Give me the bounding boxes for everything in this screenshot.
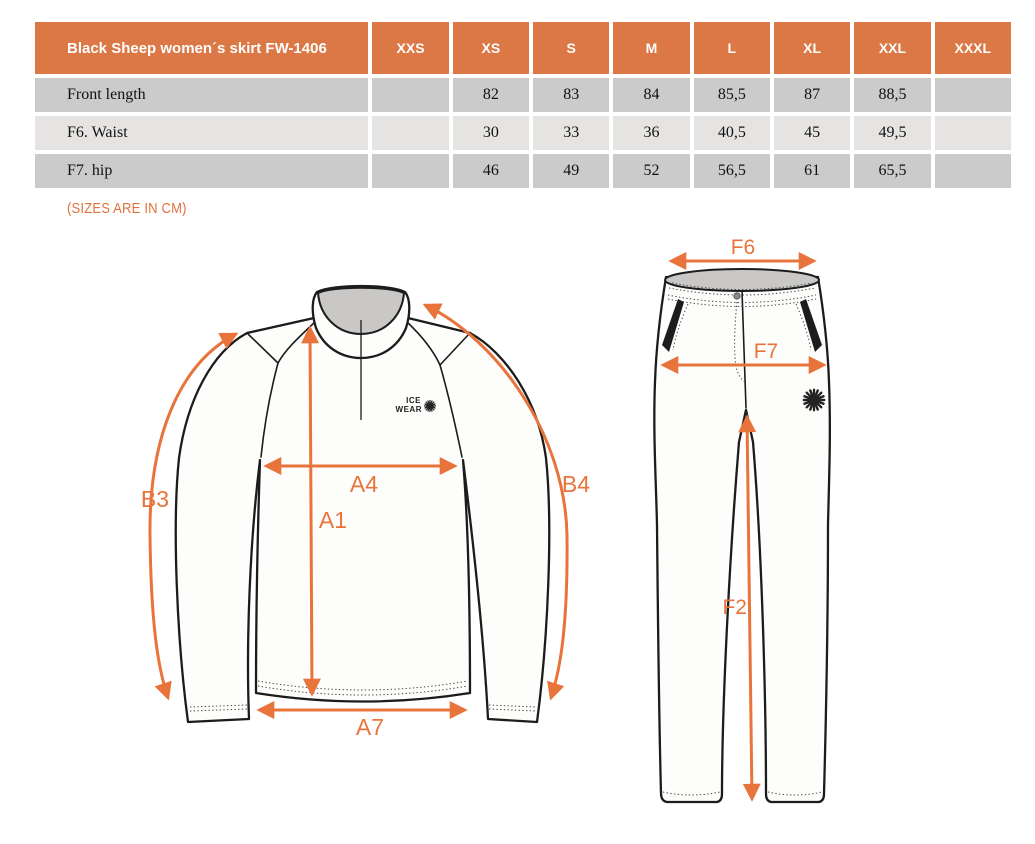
label-f6: F6 — [730, 236, 756, 259]
cell-value — [372, 154, 448, 188]
row-label: Front length — [35, 78, 368, 112]
label-f7: F7 — [753, 340, 779, 363]
pants-waist-opening — [665, 269, 819, 291]
label-b3: B3 — [140, 486, 170, 512]
arrow-f2 — [747, 417, 752, 799]
cell-value: 46 — [453, 154, 529, 188]
table-row — [35, 78, 1011, 112]
arrow-a1 — [310, 328, 312, 694]
table-title: Black Sheep women´s skirt FW-1406 — [35, 22, 368, 74]
table-row — [35, 116, 1011, 150]
label-a1: A1 — [318, 507, 348, 533]
row-label: F6. Waist — [35, 116, 368, 150]
sizes-note: (SIZES ARE IN CM) — [67, 200, 187, 217]
shirt-body-outline — [176, 318, 549, 722]
cell-value — [935, 154, 1011, 188]
label-a4: A4 — [349, 471, 379, 497]
cell-value — [935, 78, 1011, 112]
cell-value: 33 — [533, 116, 609, 150]
pants-button — [734, 293, 740, 299]
cell-value — [372, 116, 448, 150]
cell-value: 65,5 — [854, 154, 930, 188]
cell-value: 82 — [453, 78, 529, 112]
svg-text:WEAR: WEAR — [395, 405, 422, 414]
shirt-drawing — [141, 286, 590, 740]
pants-drawing — [654, 236, 830, 802]
cell-value: 49,5 — [854, 116, 930, 150]
cell-value: 36 — [613, 116, 689, 150]
cell-value: 40,5 — [694, 116, 770, 150]
snowflake-icon — [425, 401, 436, 412]
size-col-header-xxl: XXL — [854, 22, 930, 74]
cell-value: 30 — [453, 116, 529, 150]
size-col-header-m: M — [613, 22, 689, 74]
cell-value: 84 — [613, 78, 689, 112]
measurement-diagram — [0, 235, 1035, 835]
cell-value: 56,5 — [694, 154, 770, 188]
cell-value: 45 — [774, 116, 850, 150]
size-col-header-xl: XL — [774, 22, 850, 74]
cell-value: 88,5 — [854, 78, 930, 112]
cell-value: 52 — [613, 154, 689, 188]
snowflake-icon — [804, 390, 824, 410]
size-col-header-xxxl: XXXL — [935, 22, 1011, 74]
size-col-header-s: S — [533, 22, 609, 74]
cell-value — [372, 78, 448, 112]
pants-body-outline — [654, 277, 830, 802]
label-f2: F2 — [722, 596, 747, 619]
size-col-header-l: L — [694, 22, 770, 74]
table-row — [35, 154, 1011, 188]
label-a7: A7 — [355, 714, 385, 740]
cell-value: 85,5 — [694, 78, 770, 112]
size-col-header-xs: XS — [453, 22, 529, 74]
cell-value: 49 — [533, 154, 609, 188]
size-col-header-xxs: XXS — [372, 22, 448, 74]
cell-value: 83 — [533, 78, 609, 112]
size-table — [31, 18, 1015, 192]
table-header-row — [35, 22, 1011, 74]
cell-value: 61 — [774, 154, 850, 188]
cell-value — [935, 116, 1011, 150]
svg-text:ICE: ICE — [406, 396, 421, 405]
row-label: F7. hip — [35, 154, 368, 188]
label-b4: B4 — [561, 471, 591, 497]
cell-value: 87 — [774, 78, 850, 112]
